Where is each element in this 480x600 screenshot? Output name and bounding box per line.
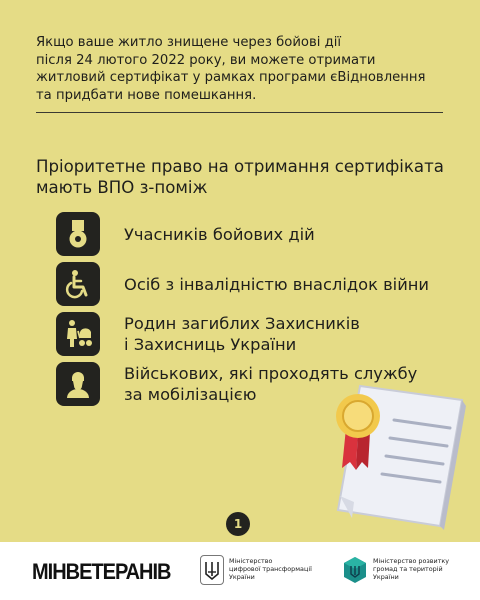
intro-line: та придбати нове помешкання. [36, 87, 257, 103]
priority-item-families [56, 312, 444, 356]
certificate-illustration [312, 378, 480, 538]
item-label-line: Родин загиблих Захисників [124, 314, 360, 333]
ministry-line: громад та територій [373, 565, 443, 573]
family-icon [63, 319, 93, 349]
item-label-line: Осіб з інвалідністю внаслідок війни [124, 274, 430, 294]
item-label-line: Військових, які проходять службу [124, 364, 418, 383]
intro-line: Якщо ваше житло знищене через бойові дії [36, 35, 342, 50]
item-label [124, 313, 444, 355]
item-label [124, 224, 444, 245]
minveteraniv-logo: МІНВЕТЕРАНІВ [32, 560, 171, 585]
priority-item-disability [56, 262, 444, 306]
footer [0, 542, 480, 600]
intro-text [36, 34, 446, 104]
digital-ministry-name [229, 557, 329, 581]
icon-box [56, 262, 100, 306]
item-label-line: і Захисниць України [124, 335, 297, 354]
ministry-line: України [229, 573, 255, 581]
icon-box [56, 362, 100, 406]
icon-box [56, 312, 100, 356]
ministry-line: цифрової трансформації [229, 565, 312, 573]
divider [36, 112, 443, 113]
heading-line: мають ВПО з-поміж [36, 178, 208, 197]
item-label-line: за мобілізацією [124, 385, 257, 404]
regional-ministry-name [373, 557, 473, 581]
soldier-icon [65, 369, 91, 399]
intro-line: житловий сертифікат у рамках програми єВідновлення [36, 70, 426, 85]
ministry-line: Міністерство розвитку [373, 557, 450, 565]
ministry-line: Міністерство [229, 557, 273, 565]
priority-heading [36, 156, 456, 198]
trident-icon [200, 555, 224, 585]
ministry-line: України [373, 573, 399, 581]
item-label-line: Учасників бойових дій [124, 224, 315, 244]
wheelchair-icon [64, 269, 92, 299]
icon-box [56, 212, 100, 256]
heading-line: Пріоритетне право на отримання сертифіката [36, 157, 444, 176]
item-label [124, 274, 444, 295]
regional-ministry-emblem-icon [343, 556, 367, 584]
page-number: 1 [226, 512, 250, 536]
priority-item-combatants [56, 212, 444, 256]
medal-icon [65, 219, 91, 249]
intro-line: після 24 лютого 2022 року, ви можете отримати [36, 52, 376, 68]
